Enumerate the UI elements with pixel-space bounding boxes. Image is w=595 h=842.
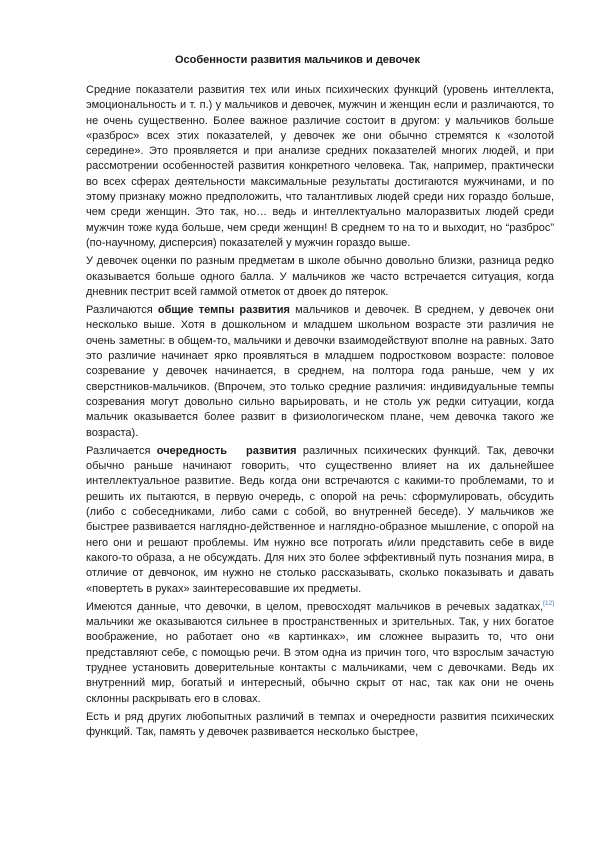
paragraph-text-continued: мальчики же оказываются сильнее в пространственных и зрительных. Так, у них богатое воображение, но работает оно «в картинках», им сложнее выразить то, что они представляют себе, с помощью речи. В этом одна из причин того, что взрослым зачастую труднее установить доверительные контакты с мальчиками, чем с девочками. Ведь их внутренний мир, богатый и интересный, обычно скрыт от нас, так как они не очень склонны раскрывать его в словах. xyxy=(86,616,554,705)
paragraph-text: У девочек оценки по разным предметам в школе обычно довольно близки, разница редко оказывается больше одного балла. У мальчиков же часто встречается ситуация, когда дневник пестрит всей гаммой отметок от двоек до пятерок. xyxy=(86,255,554,298)
paragraph-text: Средние показатели развития тех или иных психических функций (уровень интеллекта, эмоциональность и т. п.) у мальчиков и девочек, мужчин и женщин если и различаются, то не очень существенно. Более важное различие состоит в другом: у мальчиков больше «разброс» всех этих показателей, у девочек же они обычно стремятся к «золотой середине». Это проявляется и при анализе средних показателей многих людей, и при рассмотрении особенностей развития конкретного человека. Так, например, практически во всех сферах деятельности максимальные результаты достигаются мужчинами, и по этому признаку можно предположить, что талантливых людей среди них гораздо больше, чем среди женщин. Это так, но… ведь и интеллектуально малоразвитых людей среди мужчин тоже куда больше, чем среди женщин! В среднем то на то и выходит, но “разброс” (по-научному, дисперсия) показателей у мужчин гораздо выше. xyxy=(86,84,554,249)
paragraph-text: различных психических функций. Так, девочки обычно раньше начинают говорить, что существенно влияет на их дальнейшее интеллектуальное развитие. Ведь когда они встречаются с какими-то проблемами, то и решить их пытаются, в первую очередь, с опорой на речь: сформулировать, обсудить (либо с собеседниками, либо сами с собой, во внутренней беседе). У мальчиков же быстрее развивается наглядно-действенное и наглядно-образное мышление, с опорой на него они и решают проблемы. Им нужно все потрогать и/или представить себе в виде какого-то образа, а не обсуждать. Для них это более эффективный путь познания мира, в отличие от девчонок, им нужно не столько рассказывать, сколько показывать и давать «повертеть в руках» заинтересовавшие их предметы. xyxy=(86,444,554,595)
paragraph-lead: Различается xyxy=(86,444,157,457)
paragraph-5 xyxy=(86,600,554,707)
document-title: Особенности развития мальчиков и девочек xyxy=(174,54,420,66)
emphasis-term: очередность развития xyxy=(156,444,297,457)
paragraph-1 xyxy=(86,83,554,251)
paragraph-4 xyxy=(86,444,554,597)
paragraph-6 xyxy=(86,710,554,741)
paragraph-text: мальчиков и девочек. В среднем, у девочек они несколько выше. Хотя в дошкольном и младшем школьном возрасте эти различия не очень заметны: в общем-то, мальчики и девочки взаимодействуют вполне на равных. Зато это различие начинает ярко проявляться в младшем подростковом возрасте: половое созревание у девочек начинается, в среднем, на полтора года раньше, чем у их сверстников-мальчиков. (Впрочем, это только средние различия: индивидуальные темпы созревания могут довольно сильно варьировать, и не столь уж редки ситуации, когда мальчик оказывается более развит в физиологическом плане, чем девочка такого же возраста). xyxy=(86,304,554,439)
emphasis-term: общие темпы развития xyxy=(157,304,290,317)
paragraph-text: Имеются данные, что девочки, в целом, превосходят мальчиков в речевых задатках, xyxy=(86,600,544,613)
paragraph-2 xyxy=(86,254,554,300)
paragraph-lead: Различаются xyxy=(86,304,158,317)
document-body xyxy=(86,83,554,743)
paragraph-3 xyxy=(86,303,554,441)
paragraph-text: Есть и ряд других любопытных различий в темпах и очередности развития психических функций. Так, память у девочек развивается несколько быстрее, xyxy=(86,710,554,739)
footnote-reference-link[interactable]: [12] xyxy=(543,599,554,607)
